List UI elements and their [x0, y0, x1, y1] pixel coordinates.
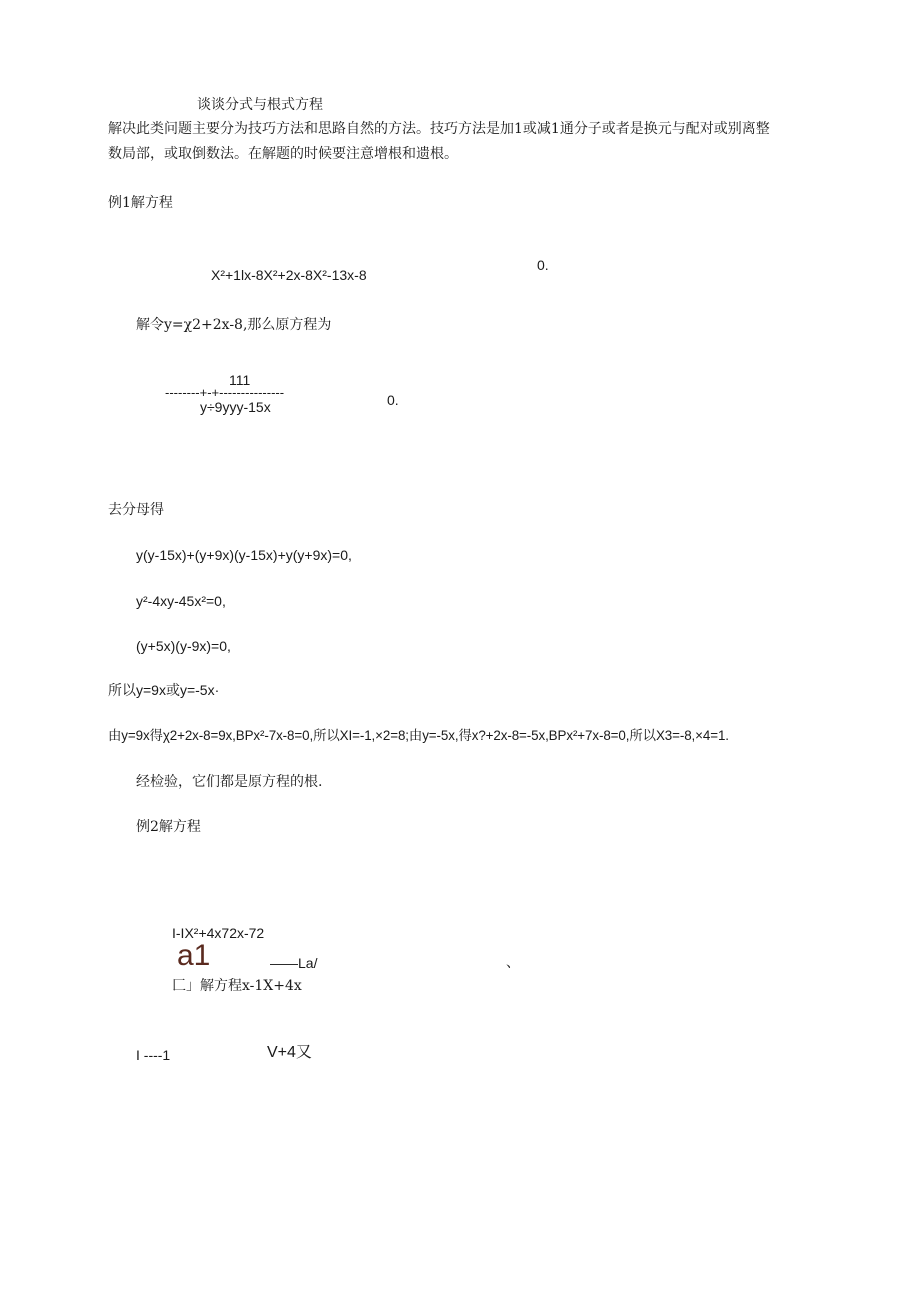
intro-line-2: 数局部，或取倒数法。在解题的时候要注意增根和遗根。 [108, 146, 458, 162]
example-2-equation-top: I-IX²+4x72x-72 [172, 925, 265, 941]
fraction-denominators: y÷9yyy-15x [200, 399, 271, 415]
example-2-fragment-la: ——La/ [270, 955, 318, 971]
example-1-heading: 例1解方程 [108, 195, 173, 211]
example-2-mark: 、 [506, 955, 520, 971]
fraction-bar: --------+-+--------------- [165, 385, 285, 400]
example-2-heading: 例2解方程 [136, 819, 201, 835]
example-2-fragment-a1: a1 [177, 939, 211, 972]
example-1-equation-rhs: 0. [537, 257, 549, 273]
intro-line-1: 解决此类问题主要分为技巧方法和思路自然的方法。技巧方法是加1或减1通分子或者是换元与配对或别离整 [108, 121, 770, 137]
step-2: y²-4xy-45x²=0, [136, 593, 226, 609]
step-3: (y+5x)(y-9x)=0, [136, 638, 231, 654]
step-1: y(y-15x)+(y+9x)(y-15x)+y(y+9x)=0, [136, 547, 352, 563]
example-2-solution-line: 匚」解方程x-1X+4x [172, 978, 302, 994]
document-title: 谈谈分式与根式方程 [197, 97, 323, 113]
example-1-conclusion: 所以y=9x或y=-5x· [108, 682, 220, 698]
step-label: 去分母得 [108, 502, 164, 518]
example-1-check: 经检验，它们都是原方程的根. [136, 774, 323, 790]
example-2-last-left: I ----1 [136, 1047, 171, 1063]
example-2-last-right: V+4又 [267, 1044, 312, 1061]
example-1-roots-line: 由y=9x得χ2+2x-8=9x,BPx²-7x-8=0,所以XI=-1,×2=8;由y=-5x,得x?+2x-8=-5x,BPx²+7x-8=0,所以X3=-8,×4=1. [108, 728, 729, 743]
fraction-numerators: 111 [229, 372, 251, 388]
example-1-solution-intro: 解令y=χ2+2x-8,那么原方程为 [136, 317, 332, 333]
fraction-rhs: 0. [387, 392, 399, 408]
example-1-equation: X²+1lx-8X²+2x-8X²-13x-8 [211, 267, 367, 283]
